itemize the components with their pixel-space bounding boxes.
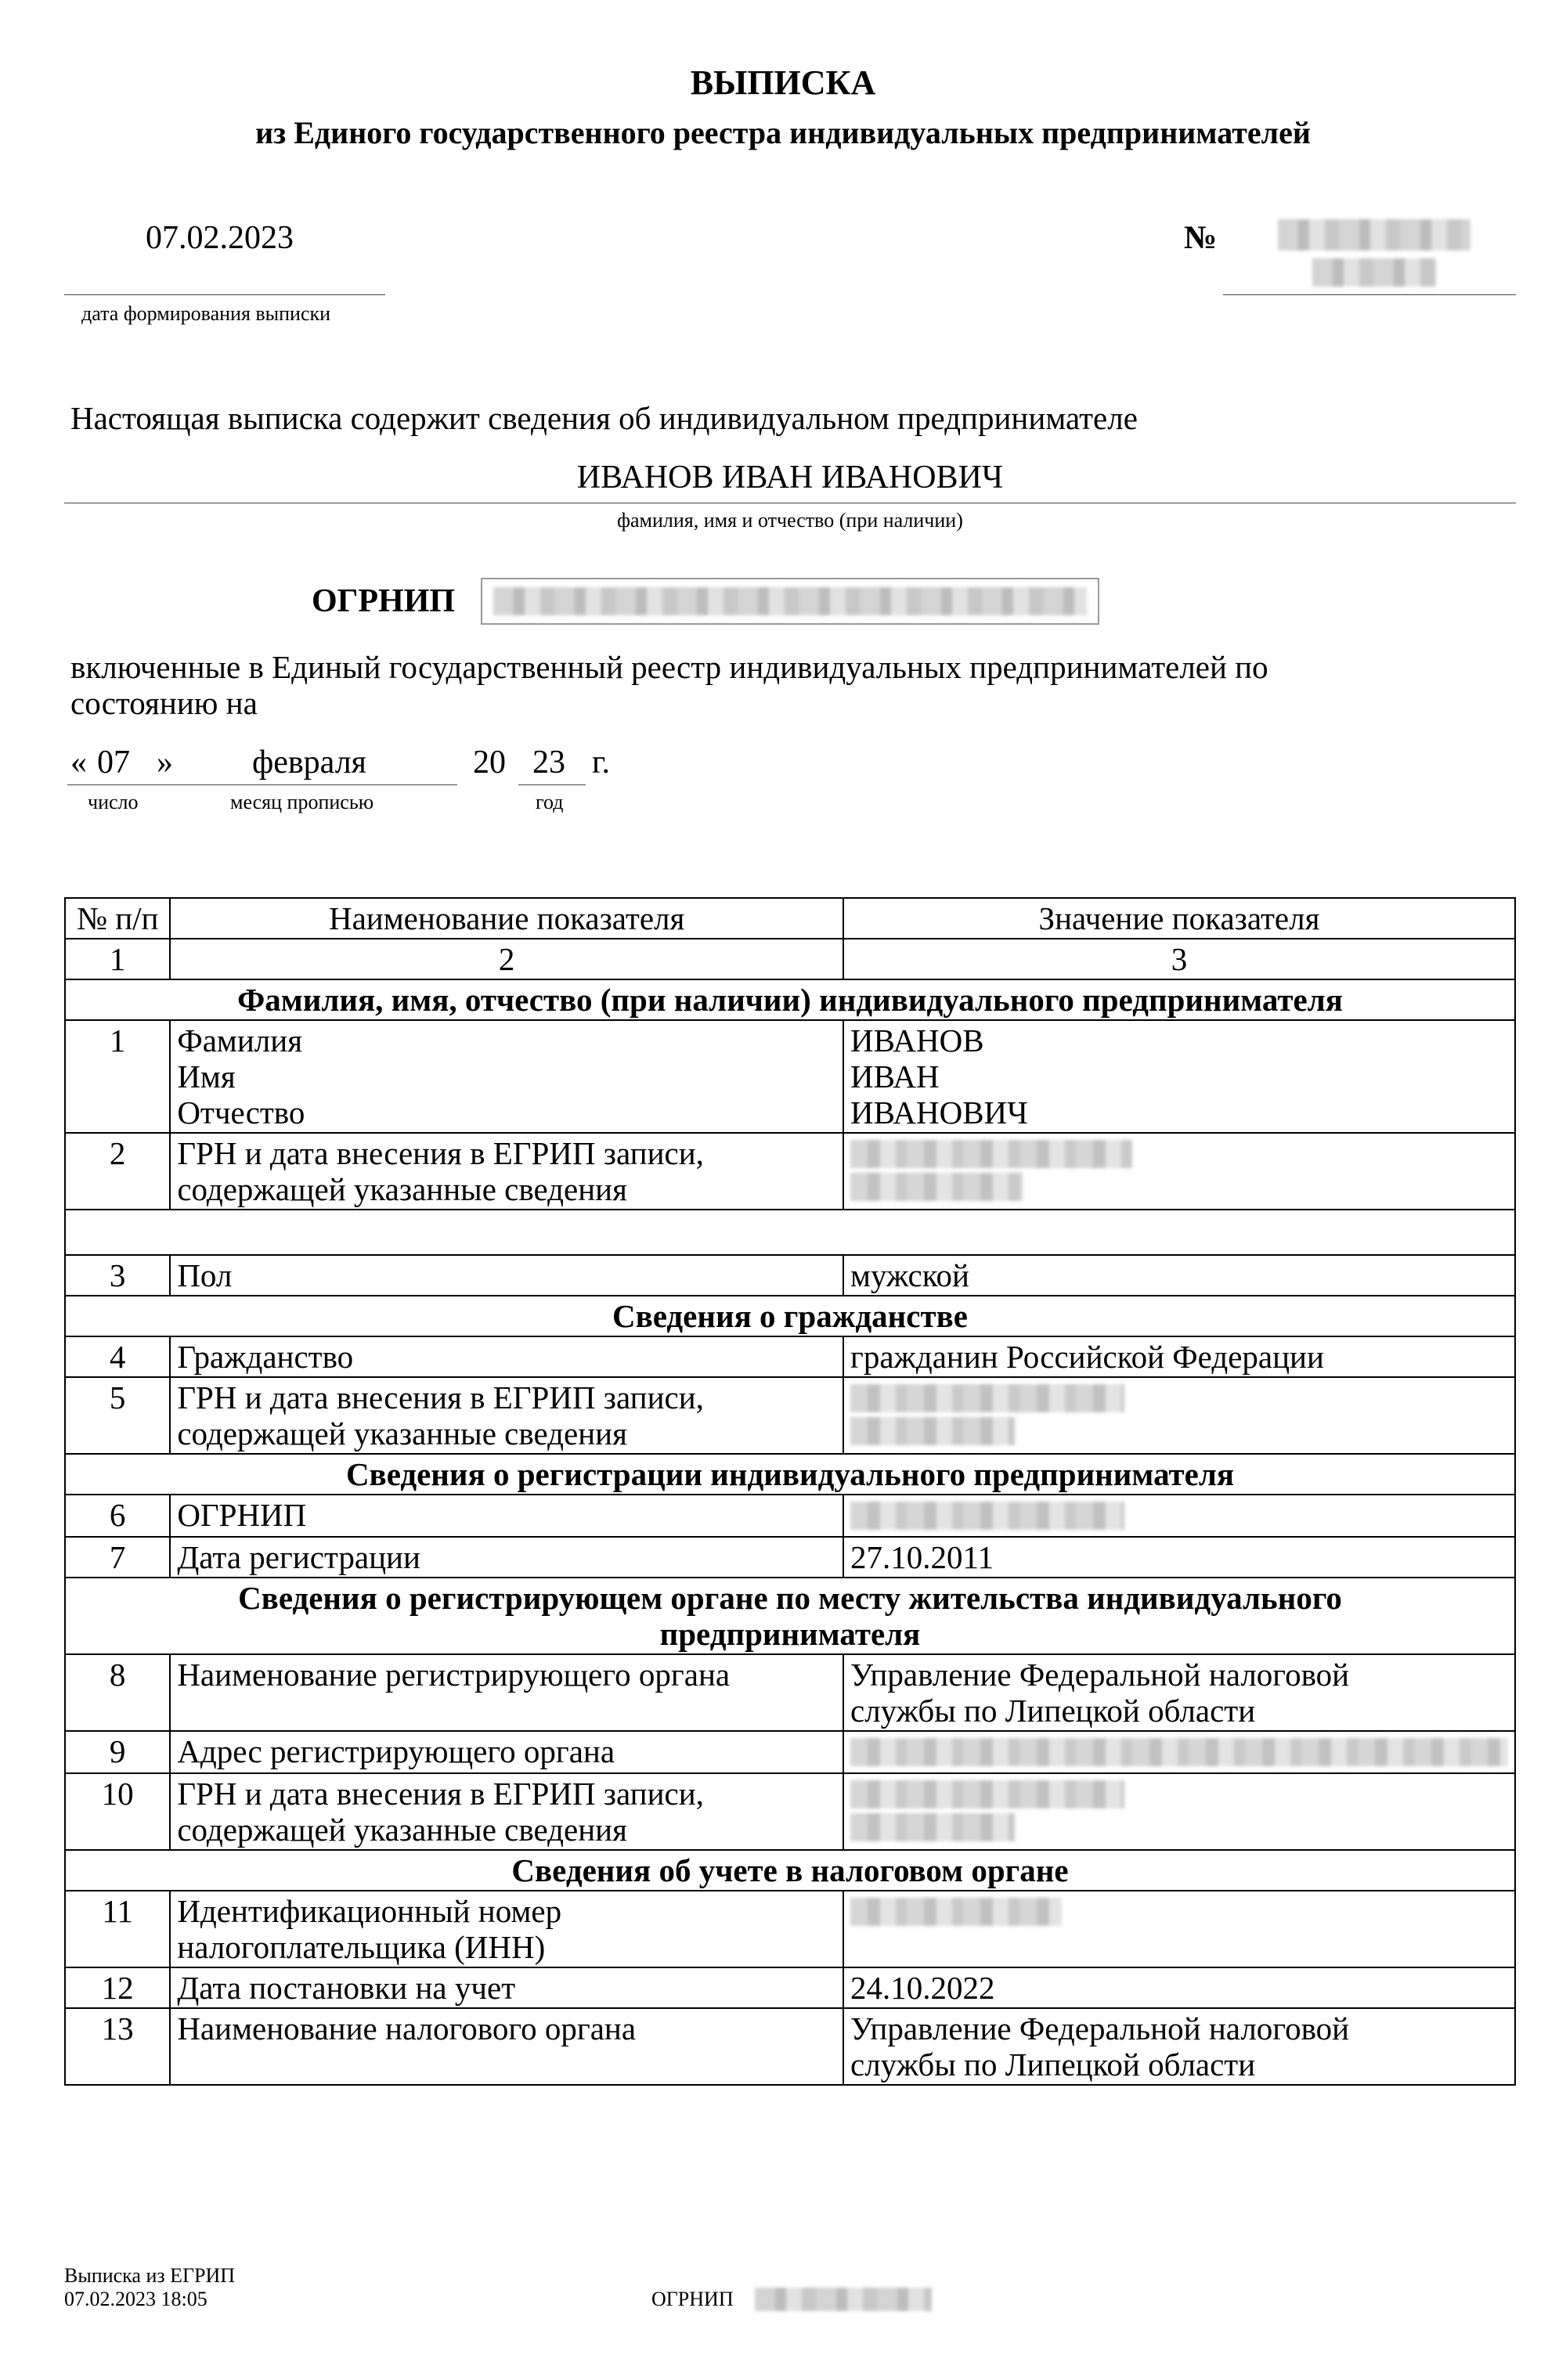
year-suffix: 23	[532, 745, 565, 781]
row-value-redacted	[843, 1731, 1515, 1773]
first-name-value: ИВАН	[850, 1058, 940, 1094]
day-underline	[67, 784, 174, 785]
month-underline	[174, 784, 457, 785]
row-name-line: налогоплательщика (ИНН)	[177, 1929, 546, 1965]
year-unit: г.	[592, 745, 610, 781]
row-name: ОГРНИП	[170, 1495, 843, 1537]
extract-number-redacted-2	[1312, 258, 1436, 287]
col-number-3: 3	[843, 939, 1515, 979]
extract-date: 07.02.2023	[146, 220, 294, 256]
row-value: 24.10.2022	[843, 1967, 1515, 2008]
as-of-month: февраля	[252, 745, 366, 781]
row-name: Дата постановки на учет	[170, 1967, 843, 2008]
row-value	[843, 1020, 1515, 1133]
table-row	[65, 1020, 1515, 1133]
redacted-block	[850, 1898, 1062, 1926]
row-value: мужской	[843, 1255, 1515, 1296]
day-caption: число	[88, 791, 139, 813]
extract-number-redacted	[1278, 219, 1470, 251]
redacted-block	[850, 1417, 1015, 1445]
row-name-line: содержащей указанные сведения	[177, 1171, 627, 1207]
row-name-line: ГРН и дата внесения в ЕГРИП записи,	[177, 1135, 704, 1171]
included-text-2: состоянию на	[70, 685, 258, 721]
section-title-line: предпринимателя	[659, 1616, 921, 1652]
row-num: 4	[65, 1336, 170, 1377]
row-name	[170, 1773, 843, 1850]
redacted-block	[850, 1173, 1023, 1201]
row-value-line: службы по Липецкой области	[850, 2046, 1256, 2082]
row-num: 10	[65, 1773, 170, 1850]
section-title: Фамилия, имя, отчество (при наличии) индивидуального предпринимателя	[65, 979, 1515, 1020]
date-underline	[64, 294, 385, 295]
row-value-line: службы по Липецкой области	[850, 1693, 1256, 1729]
footer-ogrnip-label: ОГРНИП	[651, 2288, 734, 2310]
section-title: Сведения о регистрации индивидуального предпринимателя	[65, 1454, 1515, 1495]
row-num: 1	[65, 1020, 170, 1133]
number-label: №	[1184, 220, 1218, 256]
column-numbers-row	[65, 939, 1515, 979]
row-num: 5	[65, 1377, 170, 1454]
open-quote: «	[70, 745, 87, 781]
row-name: Дата регистрации	[170, 1537, 843, 1578]
name-caption: фамилия, имя и отчество (при наличии)	[617, 509, 963, 532]
close-quote: »	[157, 745, 173, 781]
number-underline	[1223, 294, 1516, 295]
month-caption: месяц прописью	[230, 791, 374, 813]
row-name: Наименование регистрирующего органа	[170, 1654, 843, 1731]
row-num: 8	[65, 1654, 170, 1731]
row-num: 2	[65, 1133, 170, 1210]
header-num: № п/п	[65, 898, 170, 939]
redacted-block	[850, 1140, 1132, 1168]
table-row	[65, 1537, 1515, 1578]
entrepreneur-name: ИВАНОВ ИВАН ИВАНОВИЧ	[576, 460, 1004, 496]
row-value-line: Управление Федеральной налоговой	[850, 2010, 1350, 2046]
ogrnip-label: ОГРНИП	[312, 583, 456, 619]
footer-line-1: Выписка из ЕГРИП	[64, 2264, 236, 2287]
included-text-1: включенные в Единый государственный реестр индивидуальных предпринимателей по	[70, 649, 1268, 685]
row-name: Пол	[170, 1255, 843, 1296]
table-row	[65, 1654, 1515, 1731]
row-num: 6	[65, 1495, 170, 1537]
header-name: Наименование показателя	[170, 898, 843, 939]
row-name	[170, 1377, 843, 1454]
table-row	[65, 1336, 1515, 1377]
patronymic-value: ИВАНОВИЧ	[850, 1094, 1028, 1130]
row-name-line: содержащей указанные сведения	[177, 1415, 627, 1451]
date-caption: дата формирования выписки	[81, 302, 331, 325]
table-row	[65, 1773, 1515, 1850]
year-caption: год	[536, 791, 564, 813]
redacted-block	[850, 1813, 1015, 1841]
table-row	[65, 1495, 1515, 1537]
row-num: 7	[65, 1537, 170, 1578]
row-name: Гражданство	[170, 1336, 843, 1377]
row-value-redacted	[843, 1891, 1515, 1967]
footer-line-2: 07.02.2023 18:05	[64, 2288, 207, 2310]
row-name	[170, 1891, 843, 1967]
document-title: ВЫПИСКА	[690, 63, 876, 102]
row-name-line: содержащей указанные сведения	[177, 1812, 627, 1848]
document-subtitle: из Единого государственного реестра индивидуальных предпринимателей	[255, 115, 1311, 150]
row-num: 12	[65, 1967, 170, 2008]
row-value: гражданин Российской Федерации	[843, 1336, 1515, 1377]
row-num: 9	[65, 1731, 170, 1773]
row-name-line: ГРН и дата внесения в ЕГРИП записи,	[177, 1776, 704, 1812]
row-value-redacted	[843, 1133, 1515, 1210]
row-value-redacted	[843, 1495, 1515, 1537]
footer-ogrnip-redacted	[755, 2288, 932, 2311]
header-value: Значение показателя	[843, 898, 1515, 939]
row-value-redacted	[843, 1377, 1515, 1454]
row-value	[843, 2008, 1515, 2085]
row-name: Адрес регистрирующего органа	[170, 1731, 843, 1773]
redacted-block	[850, 1502, 1124, 1530]
col-number-2: 2	[170, 939, 843, 979]
redacted-block	[850, 1384, 1124, 1412]
section-tax	[65, 1850, 1515, 1891]
table-row	[65, 1377, 1515, 1454]
intro-text: Настоящая выписка содержит сведения об индивидуальном предпринимателе	[70, 400, 1138, 436]
patronymic-label: Отчество	[177, 1094, 305, 1130]
section-title: Сведения о гражданстве	[65, 1296, 1515, 1336]
ogrnip-redacted	[493, 587, 1087, 615]
as-of-day: 07	[97, 745, 130, 781]
table-row	[65, 1891, 1515, 1967]
surname-value: ИВАНОВ	[850, 1022, 984, 1058]
extract-table	[64, 897, 1516, 2086]
section-citizenship	[65, 1296, 1515, 1336]
row-value-line: Управление Федеральной налоговой	[850, 1657, 1350, 1693]
row-name	[170, 1133, 843, 1210]
row-num: 11	[65, 1891, 170, 1967]
section-title-line: Сведения о регистрирующем органе по месту жительства индивидуального	[238, 1580, 1342, 1616]
section-registration	[65, 1454, 1515, 1495]
year-prefix: 20	[473, 745, 506, 781]
year-underline	[518, 784, 586, 785]
row-name: Наименование налогового органа	[170, 2008, 843, 2085]
surname-label: Фамилия	[177, 1022, 303, 1058]
redacted-block	[850, 1738, 1508, 1766]
ogrnip-box	[481, 578, 1099, 625]
table-row	[65, 1967, 1515, 2008]
table-row	[65, 1731, 1515, 1773]
table-row	[65, 2008, 1515, 2085]
row-value	[843, 1654, 1515, 1731]
row-num: 3	[65, 1255, 170, 1296]
redacted-block	[850, 1780, 1124, 1808]
footer-info	[64, 2264, 235, 2311]
section-fio	[65, 979, 1515, 1020]
row-num: 13	[65, 2008, 170, 2085]
row-name	[170, 1020, 843, 1133]
section-reg-authority	[65, 1578, 1515, 1654]
section-title	[65, 1578, 1515, 1654]
row-name-line: Идентификационный номер	[177, 1893, 562, 1929]
row-value: 27.10.2011	[843, 1537, 1515, 1578]
col-number-1: 1	[65, 939, 170, 979]
empty-cell	[65, 1210, 1515, 1255]
table-row	[65, 1133, 1515, 1210]
first-name-label: Имя	[177, 1058, 236, 1094]
row-value-redacted	[843, 1773, 1515, 1850]
section-title: Сведения об учете в налоговом органе	[65, 1850, 1515, 1891]
row-name-line: ГРН и дата внесения в ЕГРИП записи,	[177, 1379, 704, 1415]
empty-row	[65, 1210, 1515, 1255]
table-row	[65, 1255, 1515, 1296]
table-header-row	[65, 898, 1515, 939]
